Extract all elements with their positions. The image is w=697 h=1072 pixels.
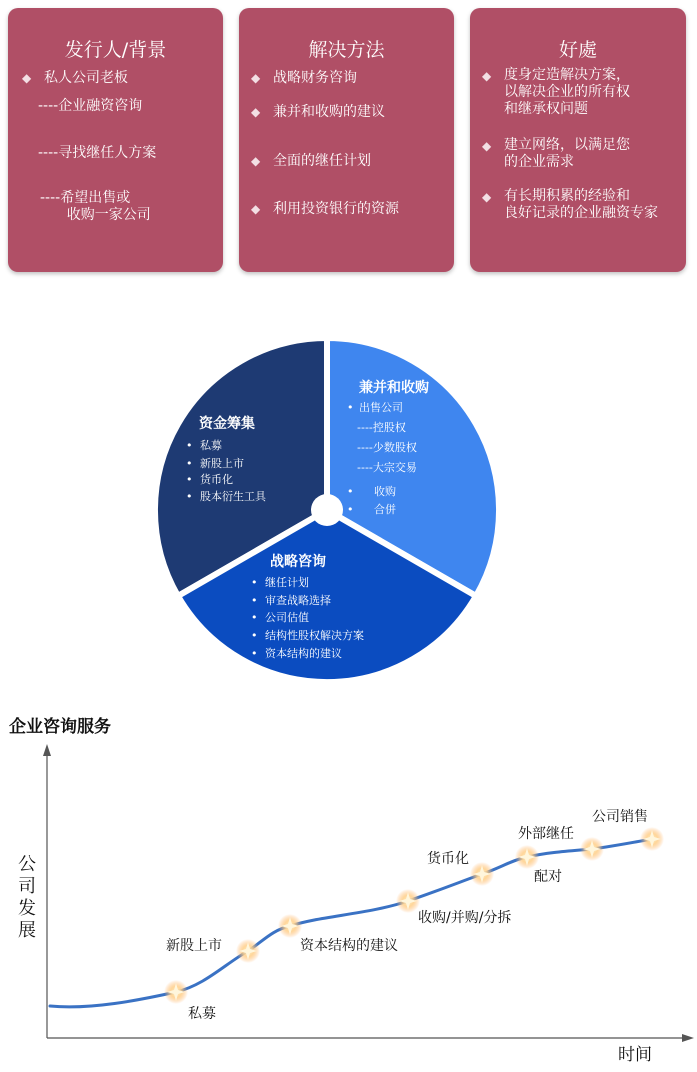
milestone-label: 配对 [534, 869, 562, 885]
list-item: • [251, 611, 258, 624]
list-item: 私募 [200, 439, 222, 452]
list-item: • [347, 485, 354, 498]
card-item: ◆ 有长期积累的经验和 良好记录的企业融资专家 [482, 188, 658, 222]
growth-curve [50, 839, 652, 1007]
card-title: 发行人/背景 [64, 39, 167, 61]
list-item: • [186, 439, 193, 452]
y-axis-label-line: 展 [18, 920, 36, 941]
y-axis-arrow [43, 744, 51, 756]
list-item: • [186, 457, 193, 470]
growth-chart [0, 742, 697, 1072]
card-item: ◆ 建立网络，以满足您 的企业需求 [482, 137, 630, 171]
milestone-sparkles [164, 827, 664, 1004]
list-item: 出售公司 [359, 401, 403, 414]
list-item: • [347, 401, 354, 414]
card-item: ----希望出售或 收购一家公司 [40, 190, 151, 223]
milestone-marker [236, 939, 260, 963]
list-item: 审查战略选择 [265, 594, 331, 607]
milestone-label: 私募 [188, 1006, 216, 1022]
milestone-label: 公司销售 [592, 809, 648, 825]
list-item: • [251, 576, 258, 589]
card-item: ◆ 私人公司老板 [22, 70, 128, 87]
fundraising-title: 资金筹集 [199, 416, 255, 432]
card-item: ◆ 利用投资银行的资源 [251, 201, 399, 218]
list-item: 货币化 [200, 473, 233, 486]
milestone-label: 收购/并购/分拆 [418, 910, 512, 926]
card-item: ----寻找继任人方案 [38, 145, 157, 161]
list-item: • [347, 503, 354, 516]
list-item: ----大宗交易 [357, 461, 417, 474]
list-item: 合併 [374, 503, 396, 516]
services-pie-diagram [0, 330, 697, 690]
milestone-label: 新股上市 [166, 938, 222, 954]
mergers-title: 兼并和收购 [359, 380, 429, 396]
list-item: • [251, 594, 258, 607]
card-title: 好處 [558, 39, 597, 61]
milestone-marker [470, 862, 494, 886]
list-item: 公司估值 [265, 611, 309, 624]
list-item: 收购 [374, 485, 396, 498]
milestone-marker [164, 980, 188, 1004]
issuer-background-card [8, 8, 223, 272]
card-item: ◆ 度身定造解决方案， 以解决企业的所有权 和继承权问题 [482, 67, 630, 118]
list-item: 结构性股权解决方案 [265, 629, 364, 642]
milestone-label: 外部继任 [518, 826, 574, 842]
milestone-label: 货币化 [427, 851, 469, 867]
list-item: 资本结构的建议 [265, 647, 342, 660]
x-axis-label: 时间 [618, 1045, 652, 1065]
benefits-card [470, 8, 686, 272]
milestone-marker [580, 837, 604, 861]
milestone-label: 资本结构的建议 [300, 938, 398, 954]
x-axis-arrow [682, 1034, 694, 1042]
y-axis-label-line: 公 [18, 854, 36, 875]
list-item: • [186, 490, 193, 503]
card-item: ◆ 战略财务咨询 [251, 70, 357, 87]
list-item: 新股上市 [200, 457, 244, 470]
list-item: 股本衍生工具 [200, 490, 266, 503]
y-axis-label-line: 司 [18, 876, 36, 897]
list-item: 继任计划 [265, 576, 309, 589]
list-item: ----少数股权 [357, 441, 417, 454]
list-item: • [251, 647, 258, 660]
list-item: • [186, 473, 193, 486]
card-item: ◆ 兼并和收购的建议 [251, 104, 385, 121]
milestone-marker [515, 845, 539, 869]
advisory-title: 战略咨询 [270, 554, 326, 570]
solutions-card [239, 8, 454, 272]
card-item: ----企业融资咨询 [38, 98, 143, 114]
milestone-marker [396, 889, 420, 913]
milestone-marker [278, 914, 302, 938]
card-item: ◆ 全面的继任计划 [251, 153, 371, 170]
list-item: ----控股权 [357, 421, 406, 434]
list-item: • [251, 629, 258, 642]
pie-center-hole [311, 494, 343, 526]
chart-title: 企业咨询服务 [9, 717, 111, 737]
card-title: 解决方法 [308, 39, 385, 61]
milestone-marker [640, 827, 664, 851]
y-axis-label-line: 发 [18, 898, 36, 919]
